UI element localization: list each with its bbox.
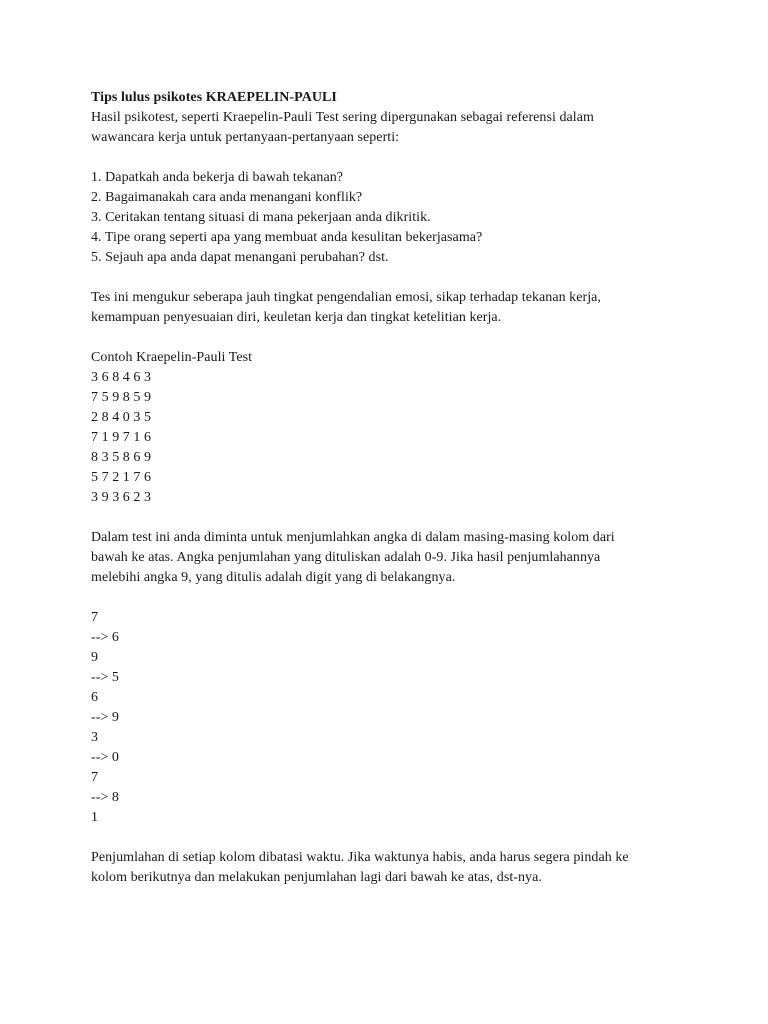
sum-line: 9 <box>91 650 99 665</box>
sum-line: 1 <box>91 810 99 825</box>
instructions-paragraph <box>91 528 711 588</box>
sum-line: 6 <box>91 690 99 705</box>
measure-line: kemampuan penyesuaian diri, keuletan kerja dan tingkat ketelitian kerja. <box>91 310 502 325</box>
question-list <box>91 168 711 268</box>
closing-line: kolom berikutnya dan melakukan penjumlahan lagi dari bawah ke atas, dst-nya. <box>91 870 542 885</box>
measure-line: Tes ini mengukur seberapa jauh tingkat pengendalian emosi, sikap terhadap tekanan kerja, <box>91 290 601 305</box>
intro-line: Hasil psikotest, seperti Kraepelin-Pauli Test sering dipergunakan sebagai referensi dalam <box>91 110 594 125</box>
intro-line: wawancara kerja untuk pertanyaan-pertanyaan seperti: <box>91 130 400 145</box>
closing-paragraph <box>91 848 711 888</box>
example-row: 7 1 9 7 1 6 <box>91 430 152 445</box>
example-block <box>91 348 711 508</box>
sum-line: --> 6 <box>91 630 119 645</box>
question-item: 1. Dapatkah anda bekerja di bawah tekanan? <box>91 170 344 185</box>
example-row: 7 5 9 8 5 9 <box>91 390 152 405</box>
example-row: 8 3 5 8 6 9 <box>91 450 152 465</box>
document-body <box>91 88 711 888</box>
sum-line: --> 8 <box>91 790 119 805</box>
instructions-line: melebihi angka 9, yang ditulis adalah digit yang di belakangnya. <box>91 570 456 585</box>
sum-line: --> 0 <box>91 750 119 765</box>
sum-line: 3 <box>91 730 99 745</box>
measure-paragraph <box>91 288 711 328</box>
example-row: 3 6 8 4 6 3 <box>91 370 152 385</box>
paragraph-gap <box>91 328 711 348</box>
sum-line: 7 <box>91 770 99 785</box>
paragraph-gap <box>91 268 711 288</box>
question-item: 2. Bagaimanakah cara anda menangani konflik? <box>91 190 363 205</box>
question-item: 3. Ceritakan tentang situasi di mana pekerjaan anda dikritik. <box>91 210 431 225</box>
intro-paragraph <box>91 108 711 148</box>
sum-example <box>91 608 711 828</box>
instructions-line: Dalam test ini anda diminta untuk menjumlahkan angka di dalam masing-masing kolom dari <box>91 530 615 545</box>
paragraph-gap <box>91 508 711 528</box>
example-row: 2 8 4 0 3 5 <box>91 410 152 425</box>
example-row: 3 9 3 6 2 3 <box>91 490 152 505</box>
closing-line: Penjumlahan di setiap kolom dibatasi waktu. Jika waktunya habis, anda harus segera pindah ke <box>91 850 629 865</box>
instructions-line: bawah ke atas. Angka penjumlahan yang dituliskan adalah 0-9. Jika hasil penjumlahannya <box>91 550 601 565</box>
paragraph-gap <box>91 588 711 608</box>
example-row: 5 7 2 1 7 6 <box>91 470 152 485</box>
question-item: 5. Sejauh apa anda dapat menangani perubahan? dst. <box>91 250 389 265</box>
example-heading: Contoh Kraepelin-Pauli Test <box>91 350 253 365</box>
sum-line: --> 5 <box>91 670 119 685</box>
paragraph-gap <box>91 828 711 848</box>
sum-line: 7 <box>91 610 99 625</box>
document-title: Tips lulus psikotes KRAEPELIN-PAULI <box>91 90 337 105</box>
question-item: 4. Tipe orang seperti apa yang membuat anda kesulitan bekerjasama? <box>91 230 483 245</box>
sum-line: --> 9 <box>91 710 119 725</box>
paragraph-gap <box>91 148 711 168</box>
